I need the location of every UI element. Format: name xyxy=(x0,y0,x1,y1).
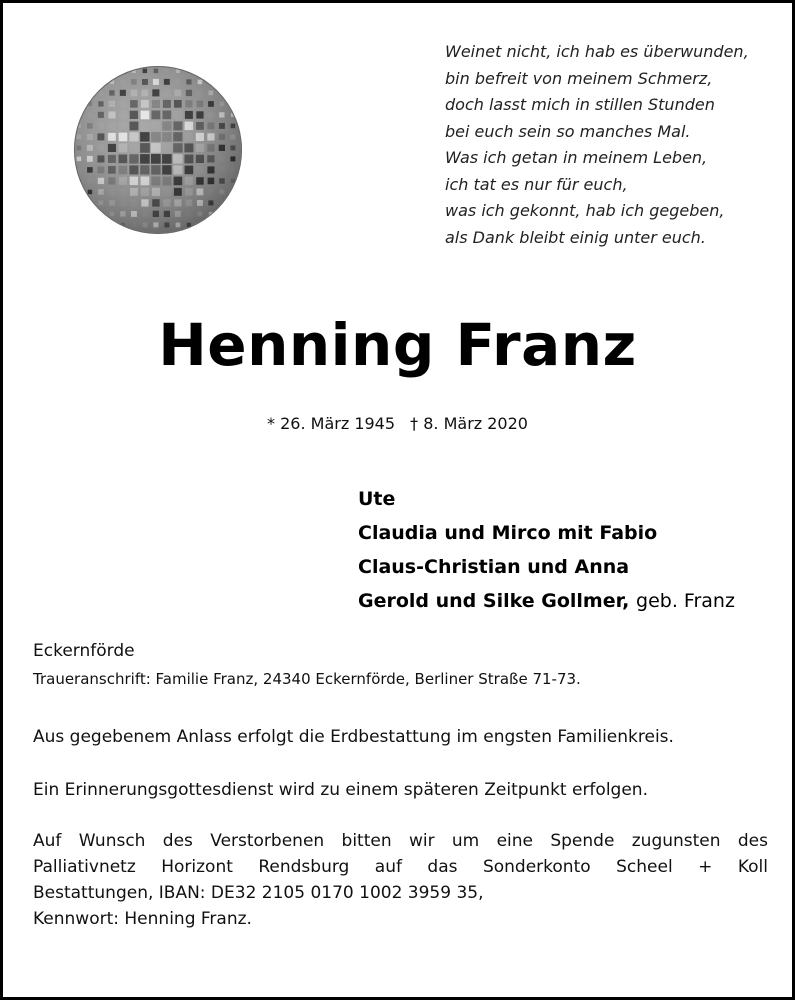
disco-ball-tile xyxy=(99,80,103,84)
donation-line: Palliativnetz Horizont Rendsburg auf das Sonderkonto Scheel + Koll xyxy=(33,857,768,877)
disco-ball-tile xyxy=(242,135,243,139)
family-member: Claudia und Mirco mit Fabio xyxy=(358,522,658,544)
disco-ball-tile xyxy=(231,190,235,194)
death-date: † 8. März 2020 xyxy=(410,414,528,433)
poem-line: ich tat es nur für euch, xyxy=(445,174,628,194)
disco-ball-tile xyxy=(242,168,243,172)
disco-ball-tile xyxy=(242,146,243,150)
poem-line: bin befreit von meinem Schmerz, xyxy=(445,68,713,88)
disco-ball-tile xyxy=(88,91,92,95)
family-member: Claus-Christian und Anna xyxy=(358,556,630,578)
poem-line: Was ich getan in meinem Leben, xyxy=(445,148,708,167)
donation-line: Auf Wunsch des Verstorbenen bitten wir um eine Spende zugunsten des xyxy=(33,831,768,851)
disco-ball-tile xyxy=(154,234,158,235)
disco-ball-tile xyxy=(176,234,180,235)
mourning-address: Traueranschrift: Familie Franz, 24340 Eckernförde, Berliner Straße 71-73. xyxy=(33,670,581,688)
disco-ball-tile xyxy=(77,113,81,117)
poem-line: doch lasst mich in stillen Stunden xyxy=(445,95,715,114)
burial-notice: Aus gegebenem Anlass erfolgt die Erdbestattung im engsten Familienkreis. xyxy=(33,727,674,747)
donation-notice xyxy=(33,828,768,932)
disco-ball-tile xyxy=(121,69,125,73)
poem-line: Weinet nicht, ich hab es überwunden, xyxy=(445,42,749,61)
disco-ball-tile xyxy=(165,234,169,235)
disco-ball-tile xyxy=(143,234,147,235)
poem-line: als Dank bleibt einig unter euch. xyxy=(445,227,706,247)
memorial-notice: Ein Erinnerungsgottesdienst wird zu einem späteren Zeitpunkt erfolgen. xyxy=(33,780,648,800)
disco-ball-tile xyxy=(209,80,213,84)
maiden-name-note: geb. Franz xyxy=(636,590,735,612)
deceased-name: Henning Franz xyxy=(158,311,637,379)
poem-line: was ich gekonnt, hab ich gegeben, xyxy=(445,201,725,220)
poem-line: bei euch sein so manches Mal. xyxy=(445,121,691,141)
family-list xyxy=(358,482,735,618)
birth-date: * 26. März 1945 xyxy=(267,414,396,433)
disco-ball-icon xyxy=(73,65,243,235)
location: Eckernförde xyxy=(33,641,135,661)
family-member-row xyxy=(358,584,735,618)
disco-ball-tile xyxy=(242,157,243,161)
donation-line: Bestattungen, IBAN: DE32 2105 0170 1002 3959 35, xyxy=(33,883,484,903)
disco-ball-tile xyxy=(88,201,92,205)
family-member: Gerold und Silke Gollmer, xyxy=(358,590,630,612)
disco-ball-tile xyxy=(231,102,235,106)
poem xyxy=(445,39,785,251)
donation-line: Kennwort: Henning Franz. xyxy=(33,909,252,929)
disco-ball-tile xyxy=(110,223,114,227)
disco-ball-tile xyxy=(198,223,202,227)
family-member: Ute xyxy=(358,488,396,510)
life-dates xyxy=(3,414,792,433)
